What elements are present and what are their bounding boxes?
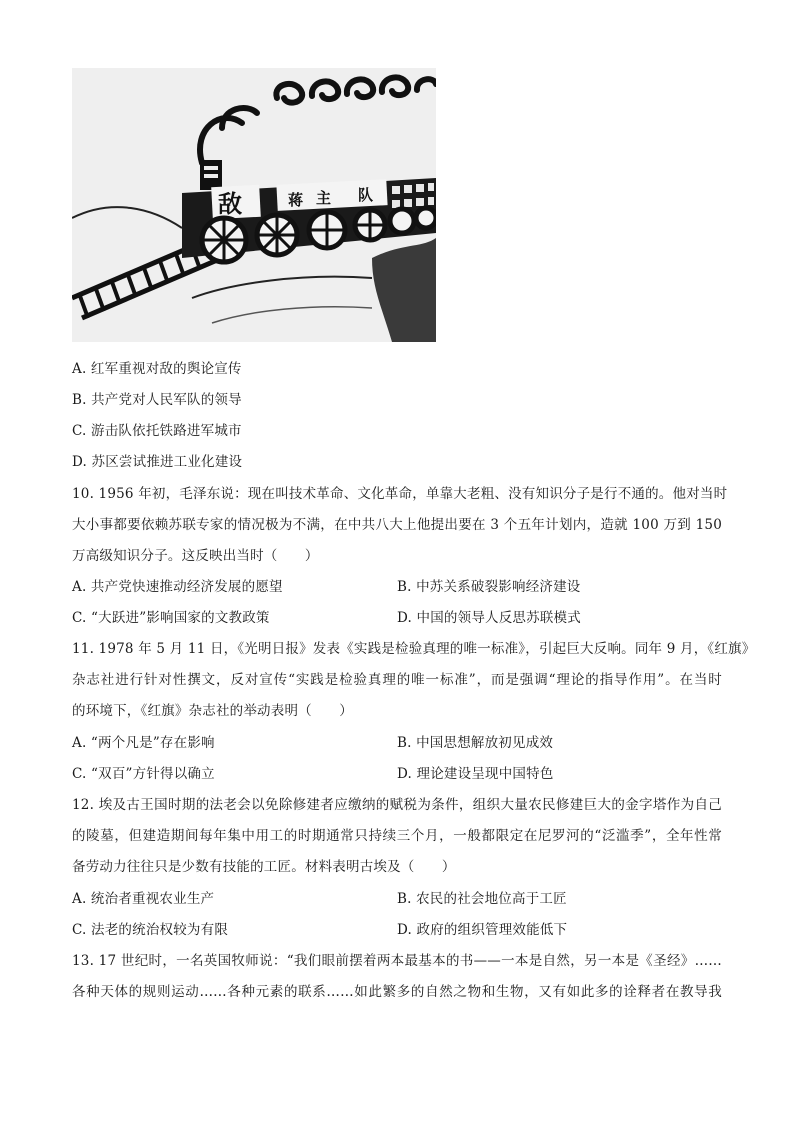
q12-option-a: A. 统治者重视农业生产 bbox=[72, 891, 215, 907]
q10-option-c: C. “大跃进”影响国家的文教政策 bbox=[72, 610, 270, 626]
q9-option-b: B. 共产党对人民军队的领导 bbox=[72, 392, 242, 408]
q9-option-c: C. 游击队依托铁路进军城市 bbox=[72, 423, 242, 439]
q12-stem-line-2: 的陵墓，但建造期间每年集中用工的时期通常只持续三个月，一般都限定在尼罗河的“泛滥季”，全年性常 bbox=[72, 828, 722, 844]
q12-option-b: B. 农民的社会地位高于工匠 bbox=[397, 891, 567, 907]
q11-stem-line-3: 的环境下，《红旗》杂志社的举动表明（ ） bbox=[72, 703, 353, 719]
train-label-enemy: 敌 bbox=[218, 190, 242, 218]
q11-stem-line-2: 杂志社进行针对性撰文，反对宣传“实践是检验真理的唯一标准”，而是强调“理论的指导作用”。在当时 bbox=[72, 672, 722, 688]
q12-option-c: C. 法老的统治权较为有限 bbox=[72, 922, 229, 938]
train-label-b: 主 bbox=[316, 189, 332, 207]
q12-option-d: D. 政府的组织管理效能低下 bbox=[397, 922, 568, 938]
q9-option-a: A. 红军重视对敌的舆论宣传 bbox=[72, 361, 242, 377]
q11-stem-line-1: 11. 1978 年 5 月 11 日，《光明日报》发表《实践是检验真理的唯一标准》，引起巨大反响。同年 9 月，《红旗》 bbox=[72, 641, 756, 657]
q11-option-b: B. 中国思想解放初见成效 bbox=[397, 735, 554, 751]
q12-stem-line-3: 备劳动力往往只是少数有技能的工匠。材料表明古埃及（ ） bbox=[72, 859, 456, 875]
q10-stem-line-2: 大小事都要依赖苏联专家的情况极为不满，在中共八大上他提出要在 3 个五年计划内，造就 100 万到 150 bbox=[72, 517, 722, 533]
q13-stem-line-2: 各种天体的规则运动……各种元素的联系……如此繁多的自然之物和生物，又有如此多的诠释者在教导我 bbox=[72, 984, 722, 1000]
q11-option-d: D. 理论建设呈现中国特色 bbox=[397, 766, 554, 782]
q10-option-a: A. 共产党快速推动经济发展的愿望 bbox=[72, 579, 283, 595]
q9-option-d: D. 苏区尝试推进工业化建设 bbox=[72, 454, 243, 470]
train-label-c: 队 bbox=[358, 186, 374, 204]
q11-option-a: A. “两个凡是”存在影响 bbox=[72, 735, 215, 751]
q10-option-d: D. 中国的领导人反思苏联模式 bbox=[397, 610, 581, 626]
q10-stem-line-1: 10. 1956 年初，毛泽东说：现在叫技术革命、文化革命，单靠大老粗、没有知识分子是行不通的。他对当时 bbox=[72, 486, 728, 502]
q10-stem-line-3: 万高级知识分子。这反映出当时（ ） bbox=[72, 548, 319, 564]
q12-stem-line-1: 12. 埃及古王国时期的法老会以免除修建者应缴纳的赋税为条件，组织大量农民修建巨大的金字塔作为自己 bbox=[72, 797, 722, 813]
q10-option-b: B. 中苏关系破裂影响经济建设 bbox=[397, 579, 581, 595]
q13-stem-line-1: 13. 17 世纪时，一名英国牧师说：“我们眼前摆着两本最基本的书——一本是自然，另一本是《圣经》…… bbox=[72, 953, 722, 969]
train-label-a: 蒋 bbox=[288, 191, 304, 209]
q11-option-c: C. “双百”方针得以确立 bbox=[72, 766, 215, 782]
cartoon-train-image bbox=[72, 68, 436, 342]
cartoon-train-drawing bbox=[72, 68, 436, 342]
